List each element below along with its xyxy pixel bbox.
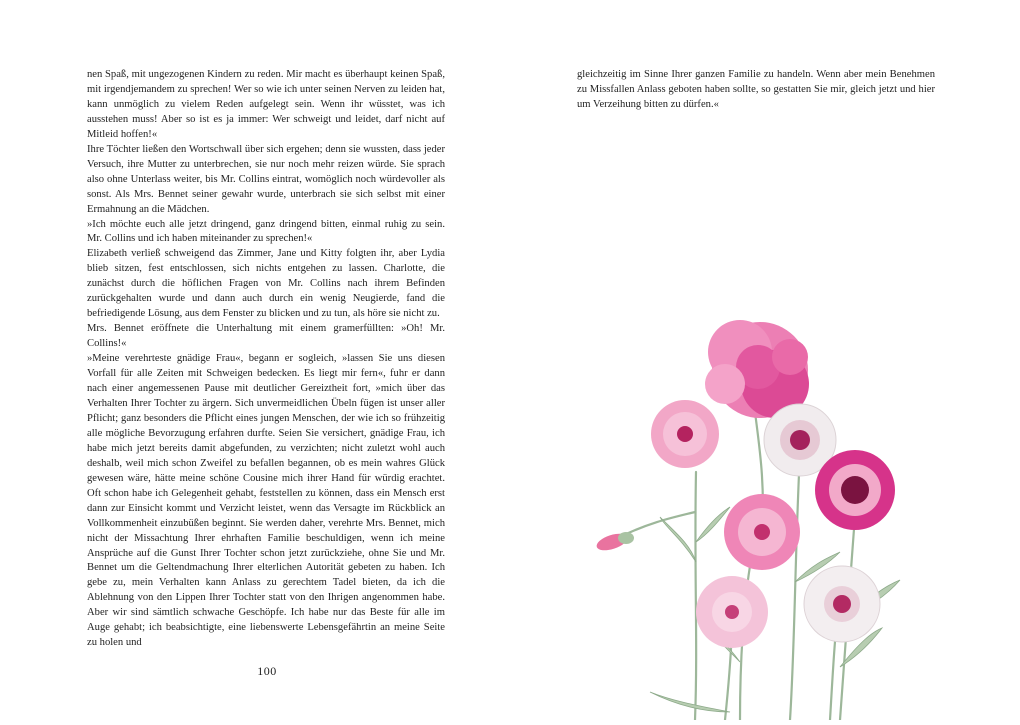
leaf (660, 517, 696, 562)
carnation-crimson (815, 450, 895, 530)
stem (695, 472, 696, 720)
carnation-white-lower (804, 566, 880, 642)
carnation-flowers-illustration (590, 312, 920, 720)
paragraph: »Ich möchte euch alle jetzt dringend, ganz dringend bitten, einmal ruhig zu sein. Mr. Collins und ich haben miteinander zu sprechen!« (87, 218, 445, 245)
carnation-light-pink (696, 576, 768, 648)
paragraph: Mrs. Bennet eröffnete die Unterhaltung mit einem gramerfüllten: »Oh! Mr. Collins!« (87, 323, 445, 350)
carnation-drawing (590, 312, 920, 720)
paragraph: gleichzeitig im Sinne Ihrer ganzen Familie zu handeln. Wenn aber mein Benehmen zu Missfallen Anlass geboten haben sollte, so gestatten Sie mir, gleich jetzt und hier um Verzeihung bitten zu dürfen.« (577, 69, 935, 110)
page-number: 100 (257, 664, 277, 678)
paragraph: nen Spaß, mit ungezogenen Kindern zu reden. Mir macht es überhaupt keinen Spaß, mit irgendjemandem zu sprechen! Wer so wie ich unter seinen Nerven zu leiden hat, kann unmöglich zu vielem Reden aufgelegt sein. Wenn ihr wüsstet, was ich ausstehen muss! Aber so ist es ja immer: Wer schweigt und leidet, darf nicht auf Mitleid hoffen!« (87, 69, 445, 140)
carnation-pink-middle (724, 494, 800, 570)
flower-bud (595, 530, 634, 553)
leaf (650, 692, 730, 712)
paragraph: Elizabeth verließ schweigend das Zimmer, Jane und Kitty folgten ihr, aber Lydia blieb sitzen, fest entschlossen, sich nichts entgehen zu lassen. Charlotte, die zunächst durch die höflichen Fragen von Mr. Collins nach ihrem Befinden zurückgehalten wurde und dann auch durch ein wenig Neugierde, fand die befriedigende Lösung, aus dem Fenster zu blicken und zu tun, als höre sie nicht zu. (87, 248, 445, 320)
right-page (577, 68, 935, 113)
carnation-magenta-large (705, 320, 809, 418)
stem (620, 512, 695, 537)
carnation-pink-left (651, 400, 719, 468)
paragraph: »Meine verehrteste gnädige Frau«, begann er sogleich, »lassen Sie uns diesen Vorfall für alle Zeiten mit Schweigen bedecken. Es liegt mir fern«, fuhr er dann nach einer angemessenen Pause mit deutlicher Gereiztheit fort, »mich über das Verhalten Ihrer Tochter zu ärgern. Sich unvermeidlichen Übeln fügen ist unser aller Pflicht; ganz besonders die Pflicht eines jungen Menschen, der wie ich so frühzeitig alle mögliche Bevorzugung erfahren durfte. Seien Sie versichert, gnädige Frau, ich habe mich jetzt bereits damit abgefunden, zu verzichten; nicht zuletzt wohl auch deshalb, weil mich schon Zweifel zu befallen begannen, ob es mein wahres Glück gewesen wäre, hätte meine schöne Cousine mich ihrer Hand für würdig erachtet. Oft schon habe ich Gelegenheit gehabt, feststellen zu können, dass ein Mensch erst dann zur Einsicht kommt und Verzicht leistet, wenn das Versagte im Rückblick an Vollkommenheit einzubüßen beginnt. Sie werden daher, verehrte Mrs. Bennet, mich nicht der Missachtung Ihrer ehrhaften Familie beschuldigen, wenn ich meine Ansprüche auf die Gunst Ihrer Tochter schon jetzt zurückziehe, ohne Sie und Mr. Bennet um die Geltendmachung Ihrer elterlichen Autorität gebeten zu haben. Ich gebe zu, mein Verhalten kann Anlass zu gerechtem Tadel bieten, da ich die Ablehnung von den Lippen Ihrer Tochter statt von den Ihrigen angenommen habe. Aber wir sind sämtlich schwache Geschöpfe. Ich habe nur das Beste für alle im Auge gehabt; ich beabsichtigte, eine liebenswerte Lebensgefährtin an meine Seite zu holen und (87, 353, 445, 649)
paragraph: Ihre Töchter ließen den Wortschwall über sich ergehen; denn sie wussten, dass jeder Versuch, ihre Mutter zu unterbrechen, sie nur noch mehr reizen würde. Sie sprach also ohne Unterlass weiter, bis Mr. Collins eintrat, womöglich noch würdevoller als sonst. Als Mrs. Bennet seiner gewahr wurde, unterbrach sie sich selbst mit einer Ermahnung an die Mädchen. (87, 143, 445, 215)
left-page (87, 68, 445, 651)
stem (790, 452, 800, 720)
